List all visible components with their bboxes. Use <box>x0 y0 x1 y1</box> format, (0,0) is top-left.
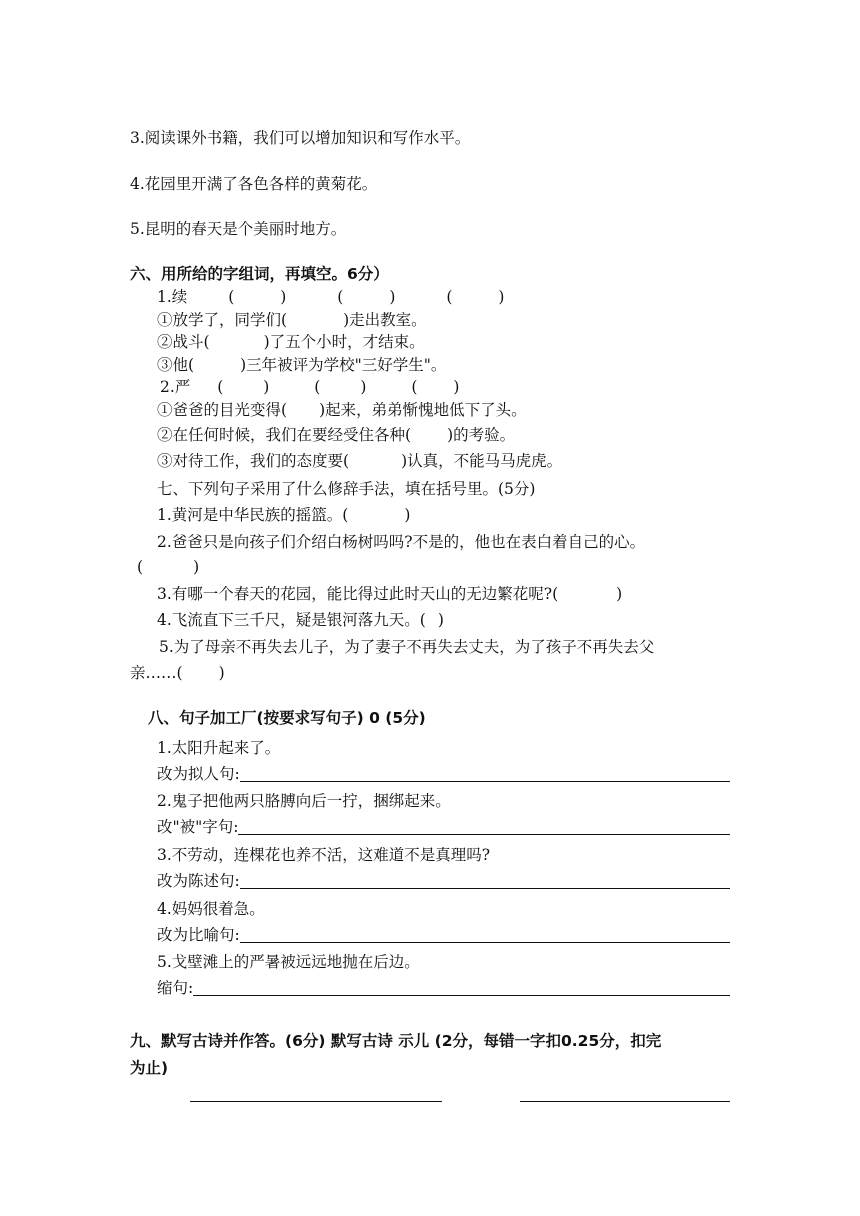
rhetoric-q4: 4.飞流直下三千尺，疑是银河落九天。( ) <box>157 611 444 629</box>
paren: ( <box>228 288 235 306</box>
rhetoric-q1: 1.黄河是中华民族的摇篮。( ) <box>157 506 411 524</box>
rewrite-answer-5[interactable]: 缩句: <box>157 978 730 998</box>
rhetoric-q2: 2.爸爸只是向孩子们介绍白杨树吗吗?不是的，他也在表白着自己的心。 <box>157 533 646 551</box>
paren: ) <box>498 288 505 306</box>
paren: ( <box>446 288 453 306</box>
word-char-1: 1.续 <box>157 288 188 306</box>
rewrite-answer-4[interactable]: 改为比喻句: <box>157 925 730 945</box>
paren: ( <box>337 288 344 306</box>
fill-sentence: ①爸爸的目光变得( )起来，弟弟惭愧地低下了头。 <box>157 401 527 419</box>
fill-sentence: ②战斗( )了五个小时，才结束。 <box>157 333 425 351</box>
paren: ( <box>411 378 418 396</box>
paren: ) <box>280 288 287 306</box>
poem-answer-line-1[interactable] <box>190 1101 442 1102</box>
fill-sentence: ①放学了，同学们( )走出教室。 <box>157 311 427 329</box>
rewrite-sentence-3: 3.不劳动，连棵花也养不活，这难道不是真理吗? <box>157 846 491 864</box>
word-group-1-row <box>157 287 504 307</box>
sentence-item-3: 3.阅读课外书籍，我们可以增加知识和写作水平。 <box>130 129 471 147</box>
rewrite-sentence-5: 5.戈壁滩上的严暑被远远地抛在后边。 <box>157 953 420 971</box>
rewrite-sentence-2: 2.鬼子把他两只胳膊向后一拧，捆绑起来。 <box>157 792 451 810</box>
rhetoric-q3: 3.有哪一个春天的花园，能比得过此时天山的无边繁花呢?( ) <box>157 585 623 603</box>
rewrite-answer-1[interactable]: 改为拟人句: <box>157 764 730 784</box>
paren: ) <box>389 288 396 306</box>
rhetoric-q5: 5.为了母亲不再失去儿子，为了妻子不再失去丈夫，为了孩子不再失去父 <box>159 638 655 656</box>
fill-sentence: ③对待工作，我们的态度要( )认真，不能马马虎虎。 <box>157 452 563 470</box>
paren: ( <box>217 378 224 396</box>
word-group-2-row <box>160 377 459 397</box>
rewrite-answer-3[interactable]: 改为陈述句: <box>157 871 730 891</box>
rewrite-answer-2[interactable]: 改"被"字句: <box>157 817 730 837</box>
section-9-heading: 九、默写古诗并作答。(6分) 默写古诗 示儿 (2分，每错一字扣0.25分，扣完 <box>130 1032 662 1050</box>
paren: ( <box>314 378 321 396</box>
section-8-heading: 八、句子加工厂(按要求写句子) 0 (5分) <box>148 709 426 727</box>
paren: ) <box>263 378 270 396</box>
rewrite-sentence-1: 1.太阳升起来了。 <box>157 739 281 757</box>
paren: ) <box>360 378 367 396</box>
rhetoric-q5-answer: 亲……( ) <box>130 664 225 682</box>
sentence-item-4: 4.花园里开满了各色各样的黄菊花。 <box>130 175 378 193</box>
fill-sentence: ②在任何时候，我们在要经受住各种( )的考验。 <box>157 426 516 444</box>
fill-sentence: ③他( )三年被评为学校"三好学生"。 <box>157 356 447 374</box>
rhetoric-q2-answer: ( ) <box>137 558 200 576</box>
word-char-2: 2.严 <box>160 378 191 396</box>
paren: ) <box>453 378 460 396</box>
poem-answer-line-2[interactable] <box>520 1101 730 1102</box>
rewrite-sentence-4: 4.妈妈很着急。 <box>157 900 265 918</box>
section-9-heading-cont: 为止) <box>130 1059 169 1077</box>
sentence-item-5: 5.昆明的春天是个美丽时地方。 <box>130 220 347 238</box>
section-6-heading: 六、用所给的字组词，再填空。6分） <box>130 265 389 283</box>
section-7-heading: 七、下列句子采用了什么修辞手法，填在括号里。(5分) <box>157 480 536 498</box>
